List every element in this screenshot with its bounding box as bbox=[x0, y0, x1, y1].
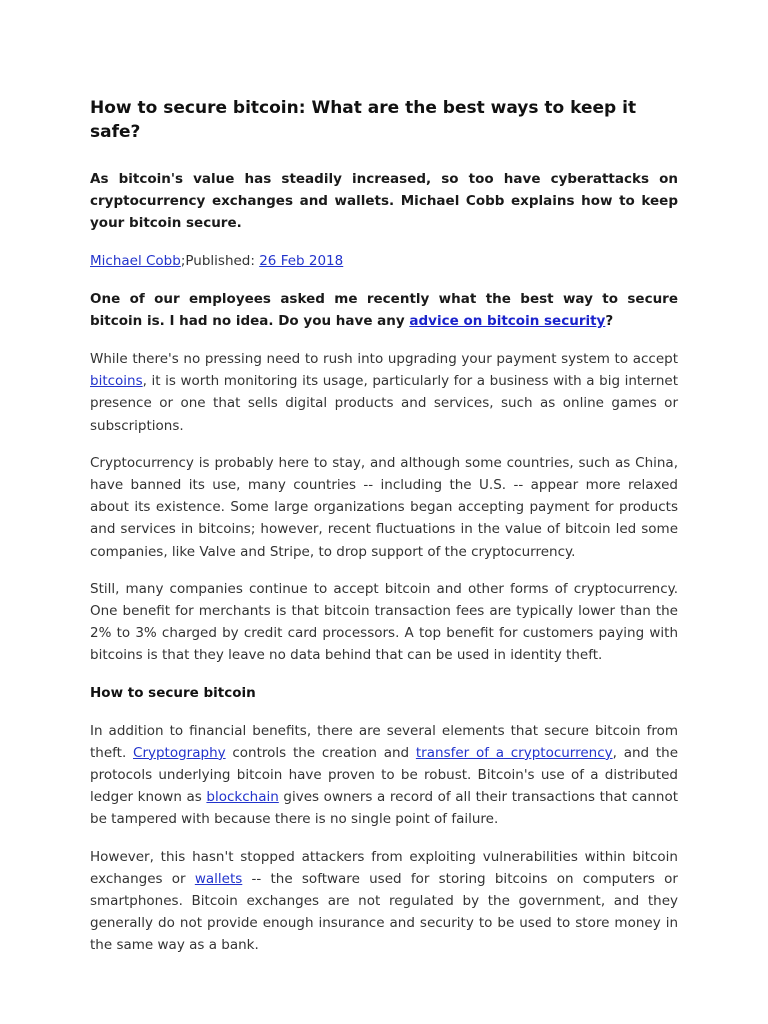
wallets-link[interactable]: wallets bbox=[194, 870, 243, 887]
cryptography-link[interactable]: Cryptography bbox=[133, 744, 226, 761]
article bbox=[90, 96, 678, 972]
byline bbox=[90, 250, 678, 272]
bitcoins-link[interactable]: bitcoins bbox=[90, 373, 143, 390]
paragraph-4-text-a: In addition to financial benefits, there are several elements that secure bitcoin from theft. bbox=[90, 722, 678, 761]
question-end: ? bbox=[605, 313, 614, 329]
paragraph-5-text-a: However, this hasn't stopped attackers from exploiting vulnerabilities within bitcoin exchanges or bbox=[90, 848, 678, 887]
blockchain-link[interactable]: blockchain bbox=[206, 789, 279, 806]
transfer-link[interactable]: transfer of a cryptocurrency bbox=[415, 744, 613, 761]
paragraph-4-text-c: , and the protocols underlying bitcoin have proven to be robust. Bitcoin's use of a distributed ledger known as bbox=[90, 744, 679, 806]
advice-link[interactable]: advice on bitcoin security bbox=[409, 313, 606, 329]
article-lede: As bitcoin's value has steadily increased, so too have cyberattacks on cryptocurrency exchanges and wallets. Michael Cobb explains how to keep your bitcoin secure. bbox=[90, 171, 678, 231]
paragraph-1 bbox=[90, 348, 678, 437]
paragraph-4 bbox=[90, 720, 678, 831]
question-text: One of our employees asked me recently what the best way to secure bitcoin is. I had no idea. Do you have any bbox=[90, 291, 678, 329]
paragraph-2: Cryptocurrency is probably here to stay, and although some countries, such as China, have banned its use, many countries -- including the U.S. -- appear more relaxed about its existence. Some large organizations began accepting payment for products and services in bitcoins; however, recent fluctuations in the value of bitcoin led some companies, like Valve and Stripe, to drop support of the cryptocurrency. bbox=[90, 454, 678, 560]
paragraph-1-text-a: While there's no pressing need to rush into upgrading your payment system to accept bbox=[90, 351, 678, 367]
reader-question bbox=[90, 288, 678, 332]
paragraph-5-text-b: -- the software used for storing bitcoins on computers or smartphones. Bitcoin exchanges are not regulated by the government, and they generally do not provide enough insurance and security to be used to store money in the same way as a bank. bbox=[90, 870, 678, 954]
paragraph-4-text-d: gives owners a record of all their transactions that cannot be tampered with because there is no single point of failure. bbox=[90, 789, 679, 828]
author-link[interactable]: Michael Cobb bbox=[90, 253, 181, 269]
published-label: ;Published: bbox=[180, 253, 260, 269]
section-heading: How to secure bitcoin bbox=[90, 684, 256, 701]
paragraph-1-text-b: , it is worth monitoring its usage, particularly for a business with a big internet presence or one that sells digital products and services, such as online games or subscriptions. bbox=[90, 373, 678, 434]
paragraph-3: Still, many companies continue to accept bitcoin and other forms of cryptocurrency. One benefit for merchants is that bitcoin transaction fees are typically lower than the 2% to 3% charged by credit card processors. A top benefit for customers paying with bitcoins is that they leave no data behind that can be used in identity theft. bbox=[90, 580, 678, 664]
published-date-link[interactable]: 26 Feb 2018 bbox=[259, 253, 344, 269]
paragraph-5 bbox=[90, 846, 678, 957]
article-title: How to secure bitcoin: What are the best ways to keep it safe? bbox=[90, 98, 637, 142]
paragraph-4-text-b: controls the creation and bbox=[225, 744, 416, 761]
